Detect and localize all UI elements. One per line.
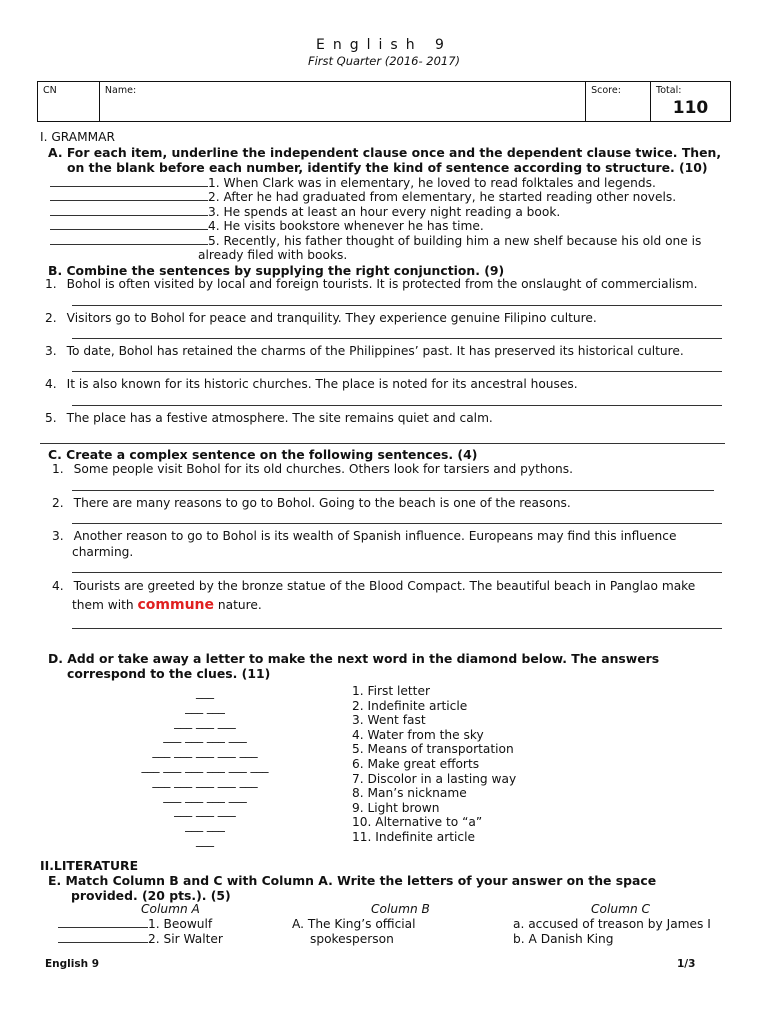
name-label: Name:: [104, 85, 137, 96]
column-a-header: Column A: [141, 902, 200, 916]
highlighted-word: commune: [137, 597, 215, 613]
student-info-table: [37, 81, 731, 122]
diamond-row[interactable]: ___ ___: [185, 818, 225, 833]
clue-item: 10. Alternative to “a”: [352, 815, 483, 830]
part-b-item-4: 4. It is also known for its historic churches. The place is noted for its ancestral houses.: [45, 377, 578, 391]
clue-item: 9. Light brown: [352, 800, 440, 815]
part-e-instruction-2: provided. (20 pts.). (5): [71, 888, 231, 903]
part-a-item-5-cont: already filed with books.: [198, 248, 348, 262]
answer-blank[interactable]: [58, 927, 148, 928]
answer-line[interactable]: [72, 338, 722, 339]
part-d-instruction-2: correspond to the clues. (11): [67, 666, 271, 681]
diamond-row[interactable]: ___ ___ ___ ___: [163, 729, 247, 744]
part-c-item-4: 4. Tourists are greeted by the bronze statue of the Blood Compact. The beautiful beach in Panglao make: [52, 579, 696, 593]
match-row-1-b: A. The King’s official: [292, 917, 416, 931]
part-a-item-4: 4. He visits bookstore whenever he has time.: [50, 219, 484, 233]
part-b-item-1: 1. Bohol is often visited by local and foreign tourists. It is protected from the onslaught of commercialism.: [45, 277, 698, 291]
part-a-item-5: 5. Recently, his father thought of building him a new shelf because his old one is: [50, 234, 701, 248]
column-b-header: Column B: [371, 902, 430, 916]
clue-item: 3. Went fast: [352, 713, 426, 728]
match-row-2-c: b. A Danish King: [513, 932, 614, 946]
match-row-1-a: 1. Beowulf: [58, 917, 212, 931]
answer-blank[interactable]: [50, 215, 208, 216]
column-c-header: Column C: [591, 902, 651, 916]
clue-item: 11. Indefinite article: [352, 829, 475, 844]
part-b-item-2: 2. Visitors go to Bohol for peace and tranquility. They experience genuine Filipino culture.: [45, 311, 597, 325]
answer-line[interactable]: [72, 305, 722, 306]
clue-item: 4. Water from the sky: [352, 727, 484, 742]
cn-label: CN: [43, 85, 57, 96]
part-d-instruction-1: D. Add or take away a letter to make the next word in the diamond below. The answers: [48, 651, 660, 666]
clue-item: 2. Indefinite article: [352, 698, 468, 713]
answer-blank[interactable]: [50, 186, 208, 187]
clue-item: 1. First letter: [352, 684, 430, 698]
score-cell: [586, 82, 651, 122]
answer-line[interactable]: [72, 572, 722, 573]
total-value: 110: [672, 98, 709, 118]
clue-item: 7. Discolor in a lasting way: [352, 771, 517, 786]
section-grammar-heading: I. GRAMMAR: [40, 130, 115, 144]
section-literature-heading: II.LITERATURE: [40, 858, 139, 873]
clue-list: [352, 684, 516, 845]
match-row-1-c: a. accused of treason by James I: [513, 917, 711, 931]
answer-line[interactable]: [72, 523, 722, 524]
document-subtitle: First Quarter (2016- 2017): [307, 54, 461, 68]
page-number: 1/3: [677, 958, 696, 970]
match-row-2-a: 2. Sir Walter: [58, 932, 223, 946]
name-cell: [99, 82, 585, 122]
score-label: Score:: [591, 85, 621, 96]
part-a-instruction-1: A. For each item, underline the independent clause once and the dependent clause twice. Then,: [48, 145, 722, 160]
part-c-item-1: 1. Some people visit Bohol for its old churches. Others look for tarsiers and pythons.: [52, 462, 573, 476]
footer-left: English 9: [45, 958, 100, 970]
diamond-row[interactable]: ___ ___ ___ ___ ___: [152, 773, 258, 788]
total-cell: [651, 82, 731, 122]
answer-blank[interactable]: [50, 200, 208, 201]
part-a-item-3: 3. He spends at least an hour every night reading a book.: [50, 205, 560, 219]
clue-item: 8. Man’s nickname: [352, 786, 467, 801]
answer-blank[interactable]: [50, 244, 208, 245]
part-b-instruction: B. Combine the sentences by supplying the right conjunction. (9): [48, 263, 505, 278]
part-e-instruction-1: E. Match Column B and C with Column A. Write the letters of your answer on the space: [48, 873, 657, 888]
section-divider: [40, 443, 725, 444]
diamond-row[interactable]: ___ ___ ___ ___: [163, 788, 247, 803]
answer-blank[interactable]: [58, 942, 148, 943]
part-b-item-3: 3. To date, Bohol has retained the charms of the Philippines’ past. It has preserved its historical culture.: [45, 344, 684, 358]
cn-cell: [38, 82, 100, 122]
diamond-row[interactable]: ___ ___: [185, 699, 225, 714]
document-title: English 9: [316, 37, 452, 53]
match-row-2-b: spokesperson: [310, 932, 394, 946]
answer-blank[interactable]: [50, 229, 208, 230]
part-c-item-3: 3. Another reason to go to Bohol is its wealth of Spanish influence. Europeans may find this influence: [52, 529, 677, 543]
diamond-row[interactable]: ___: [196, 685, 214, 699]
diamond-row[interactable]: ___ ___ ___: [174, 803, 236, 818]
clue-item: 6. Make great efforts: [352, 756, 480, 771]
answer-line[interactable]: [72, 371, 722, 372]
answer-line[interactable]: [72, 628, 722, 629]
answer-line[interactable]: [72, 405, 722, 406]
part-a-item-2: 2. After he had graduated from elementary, he started reading other novels.: [50, 190, 676, 204]
part-c-item-2: 2. There are many reasons to go to Bohol. Going to the beach is one of the reasons.: [52, 496, 571, 510]
part-b-item-5: 5. The place has a festive atmosphere. The site remains quiet and calm.: [45, 411, 493, 425]
clue-item: 5. Means of transportation: [352, 742, 514, 757]
word-diamond: [120, 685, 290, 848]
total-label: Total:: [656, 85, 682, 96]
diamond-row[interactable]: ___ ___ ___ ___ ___: [152, 744, 258, 759]
diamond-row[interactable]: ___ ___ ___ ___ ___ ___: [141, 758, 269, 773]
answer-line[interactable]: [72, 490, 714, 491]
diamond-row[interactable]: ___ ___ ___: [174, 714, 236, 729]
diamond-row[interactable]: ___: [196, 832, 214, 847]
part-a-item-1: 1. When Clark was in elementary, he loved to read folktales and legends.: [50, 176, 656, 190]
part-c-instruction: C. Create a complex sentence on the following sentences. (4): [48, 447, 478, 462]
part-a-instruction-2: on the blank before each number, identify the kind of sentence according to structure. (10): [67, 160, 708, 175]
part-c-item-3-cont: charming.: [72, 545, 134, 559]
part-c-item-4-cont: them with commune nature.: [72, 597, 262, 613]
